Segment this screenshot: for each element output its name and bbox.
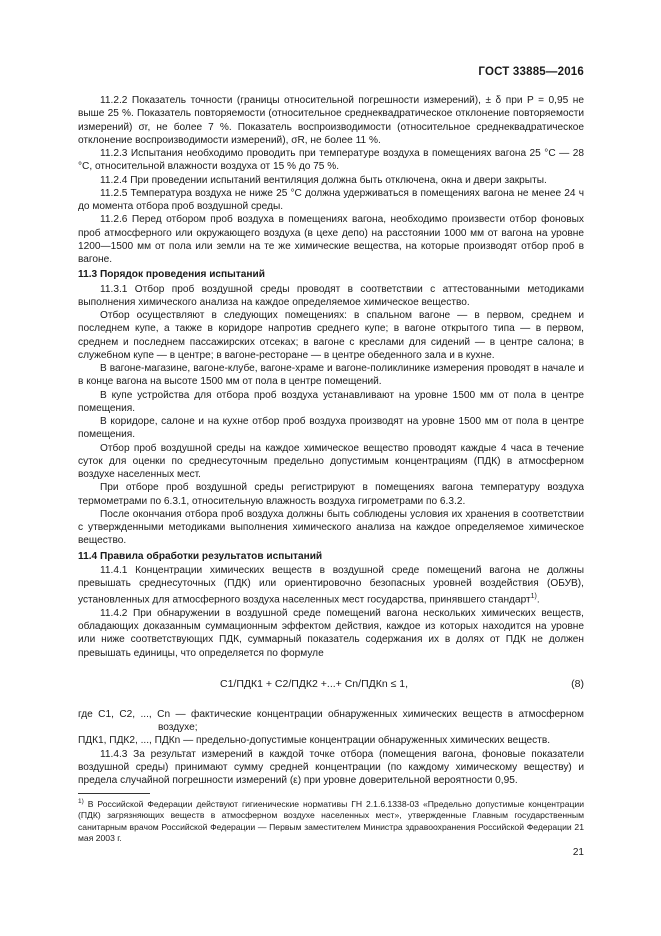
paragraph-11-2-3: 11.2.3 Испытания необходимо проводить при температуре воздуха в помещениях вагона 25 °С — 28 °С, относительной влажности воздуха от 15 % до 75 %. (78, 148, 584, 173)
paragraph-storage: После окончания отбора проб воздуха должны быть соблюдены условия их хранения в соответствии с утвержденными методиками выполнения химического анализа на каждое определяемое химическое вещество. (78, 508, 584, 547)
footnote-text: В Российской Федерации действуют гигиенические нормативы ГН 2.1.6.1338-03 «Предельно допустимые концентрации (ПДК) загрязняющих веществ в атмосферном воздухе населенных мест», утвержденные Главным государственным санитарным врачом Российской Федерации — Первым заместителем Министра здравоохранения Российской Федерации 21 мая 2003 г. (78, 798, 584, 844)
paragraph-registration: При отборе проб воздушной среды регистрируют в помещениях вагона температуру воздуха термометрами по 6.3.1, относительную влажность воздуха гигрометрами по 6.3.2. (78, 482, 584, 507)
paragraph-11-4-2: 11.4.2 При обнаружении в воздушной среде помещений вагона нескольких химических веществ, обладающих доказанным суммационным эффектом действия, каждое из которых находится на уровне или ниже соответствующих ПДК, суммарный показатель содержания их в долях от ПДК не должен превышать единицы, что определяется по формуле (78, 607, 584, 659)
where-concentrations: где C1, C2, ..., Cn — фактические концентрации обнаруженных химических веществ в атмосферном воздухе; (78, 708, 584, 734)
document-header: ГОСТ 33885—2016 (478, 66, 584, 78)
page-body (78, 94, 584, 787)
paragraph-11-4-1-end: . (536, 594, 540, 606)
paragraph-11-4-1-text: 11.4.1 Концентрации химических веществ в воздушной среде помещений вагона не должны превышать среднесуточных (ПДК) или ориентировочно безопасных уровней воздействия (ОБУВ), установленных для атмосферного воздуха населенных мест государства, принявшего стандарт (78, 564, 584, 606)
footnote (78, 796, 584, 844)
paragraph-11-4-1 (78, 564, 584, 607)
paragraph-compartment: В купе устройства для отбора проб воздуха устанавливают на уровне 1500 мм от пола в центре помещения. (78, 389, 584, 414)
paragraph-sampling-rooms: Отбор осуществляют в следующих помещениях: в спальном вагоне — в первом, среднем и последнем купе, а также в коридоре напротив среднего купе; в вагоне открытого типа — в первом, среднем и последнем пассажирских отсеках; в вагоне с креслами для сидений — в центре салона; в служебном купе — в центре; в вагоне-ресторане — в центре обеденного зала и в кухне. (78, 310, 584, 361)
paragraph-sampling-interval: Отбор проб воздушной среды на каждое химическое вещество проводят каждые 4 часа в течение суток для оценки по среднесуточным предельно допустимым концентрациям (ПДК) в атмосферном воздухе населенных мест. (78, 442, 584, 480)
footnote-mark: 1) (78, 798, 84, 805)
paragraph-11-3-1: 11.3.1 Отбор проб воздушной среды проводят в соответствии с аттестованными методиками выполнения химического анализа на каждое определяемое химическое вещество. (78, 283, 584, 308)
paragraph-11-2-4: 11.2.4 При проведении испытаний вентиляция должна быть отключена, окна и двери закрыты. (100, 174, 547, 186)
paragraph-11-2-6: 11.2.6 Перед отбором проб воздуха в помещениях вагона, необходимо произвести отбор фоновых проб атмосферного или окружающего воздуха (в цехе депо) на расстоянии 1000 мм от вагона на уровне 1200—1500 мм от пола или земли на те же химические вещества, на которые производят отбор проб в вагоне. (78, 214, 584, 265)
paragraph-corridor: В коридоре, салоне и на кухне отбор проб воздуха производят на уровне 1500 мм от пола в центре помещения. (78, 416, 584, 441)
paragraph-11-2-2: 11.2.2 Показатель точности (границы относительной погрешности измерений), ± δ при P = 0,95 не выше 25 %. Показатель повторяемости (относительное среднеквадратическое отклонение повторяемости измерений) σr, не более 7 %. Показатель воспроизводимости (относительное среднеквадратическое отклонение воспроизводимости измерений), σR, не более 11 %. (78, 95, 584, 146)
formula-8 (78, 672, 584, 700)
paragraph-11-2-5: 11.2.5 Температура воздуха не ниже 25 °С должна удерживаться в помещениях вагона не менее 24 ч до момента отбора проб воздушной среды. (78, 187, 584, 212)
paragraph-special-cars: В вагоне-магазине, вагоне-клубе, вагоне-храме и вагоне-поликлинике измерения проводят в начале и в конце вагона на высоте 1500 мм от пола в центре помещений. (78, 363, 584, 388)
paragraph-11-4-3: 11.4.3 За результат измерений в каждой точке отбора (помещения вагона, фоновые показатели воздушной среды) принимают сумму средней концентрации (по каждому химическому веществу) и предела случайной погрешности измерений (ε) при уровне доверительной вероятности 0,95. (78, 748, 584, 787)
where-pdk: ПДК1, ПДК2, ..., ПДКn — предельно-допустимые концентрации обнаруженных химических веществ. (78, 735, 551, 747)
page-number: 21 (572, 847, 584, 858)
section-heading-11-3: 11.3 Порядок проведения испытаний (78, 269, 265, 281)
formula-expression: C1/ПДК1 + C2/ПДК2 +...+ Cn/ПДКn ≤ 1, (220, 677, 409, 690)
footnote-ref: 1) (530, 593, 537, 601)
footnote-separator (78, 793, 150, 794)
formula-number: (8) (571, 677, 584, 690)
section-heading-11-4: 11.4 Правила обработки результатов испытаний (78, 550, 323, 562)
